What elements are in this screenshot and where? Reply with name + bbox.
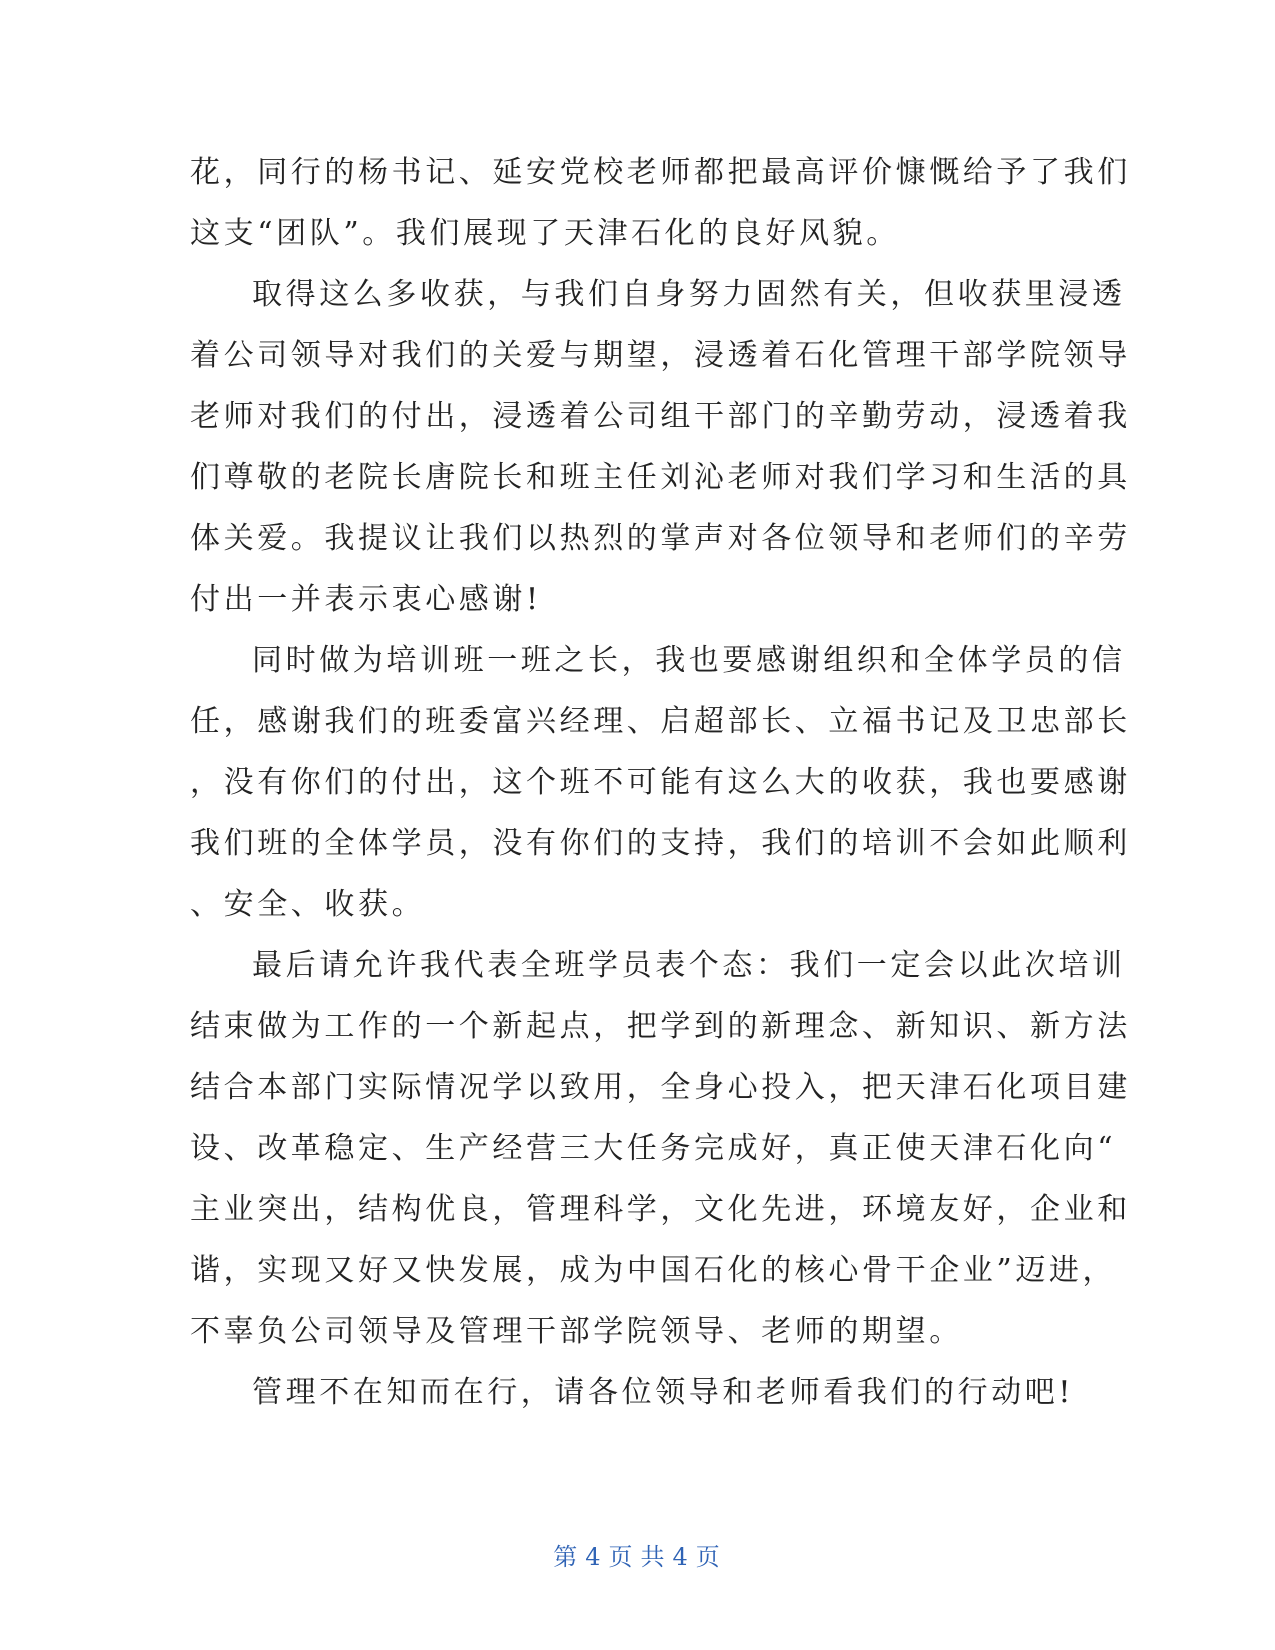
body-line: 谐，实现又好又快发展，成为中国石化的核心骨干企业”迈进， bbox=[190, 1253, 1117, 1288]
body-line: 结束做为工作的一个新起点，把学到的新理念、新知识、新方法 bbox=[190, 1009, 1131, 1044]
body-line: 老师对我们的付出，浸透着公司组干部门的辛勤劳动，浸透着我 bbox=[190, 399, 1131, 434]
body-line: ，没有你们的付出，这个班不可能有这么大的收获，我也要感谢 bbox=[190, 765, 1131, 800]
body-line: 主业突出，结构优良，管理科学，文化先进，环境友好，企业和 bbox=[190, 1192, 1131, 1227]
document-body bbox=[190, 142, 1131, 1423]
footer-total-prefix: 共 bbox=[640, 1543, 667, 1571]
body-line: 体关爱。我提议让我们以热烈的掌声对各位领导和老师们的辛劳 bbox=[190, 521, 1131, 556]
body-line: 结合本部门实际情况学以致用，全身心投入，把天津石化项目建 bbox=[190, 1070, 1131, 1105]
body-line: 不辜负公司领导及管理干部学院领导、老师的期望。 bbox=[190, 1314, 963, 1349]
paragraph-first-line: 最后请允许我代表全班学员表个态：我们一定会以此次培训 bbox=[252, 948, 1126, 983]
body-line: 花，同行的杨书记、延安党校老师都把最高评价慷慨给予了我们 bbox=[190, 155, 1131, 190]
footer-current-page: 4 bbox=[585, 1543, 603, 1571]
page-footer bbox=[0, 1542, 1275, 1572]
body-line: 、安全、收获。 bbox=[190, 887, 426, 922]
body-line: 们尊敬的老院长唐院长和班主任刘沁老师对我们学习和生活的具 bbox=[190, 460, 1131, 495]
body-line: 这支“团队”。我们展现了天津石化的良好风貌。 bbox=[190, 216, 900, 251]
paragraph-first-line: 取得这么多收获，与我们自身努力固然有关，但收获里浸透 bbox=[252, 277, 1126, 312]
footer-total-suffix: 页 bbox=[695, 1543, 722, 1571]
body-line: 任，感谢我们的班委富兴经理、启超部长、立福书记及卫忠部长 bbox=[190, 704, 1131, 739]
body-line: 着公司领导对我们的关爱与期望，浸透着石化管理干部学院领导 bbox=[190, 338, 1131, 373]
body-line: 付出一并表示衷心感谢! bbox=[190, 582, 542, 617]
body-line: 设、改革稳定、生产经营三大任务完成好，真正使天津石化向“ bbox=[190, 1131, 1117, 1166]
paragraph-first-line: 管理不在知而在行，请各位领导和老师看我们的行动吧! bbox=[252, 1375, 1075, 1410]
footer-page-word: 页 bbox=[608, 1543, 635, 1571]
footer-total-pages: 4 bbox=[672, 1543, 690, 1571]
body-line: 我们班的全体学员，没有你们的支持，我们的培训不会如此顺利 bbox=[190, 826, 1131, 861]
paragraph-first-line: 同时做为培训班一班之长，我也要感谢组织和全体学员的信 bbox=[252, 643, 1126, 678]
footer-prefix: 第 bbox=[553, 1543, 580, 1571]
